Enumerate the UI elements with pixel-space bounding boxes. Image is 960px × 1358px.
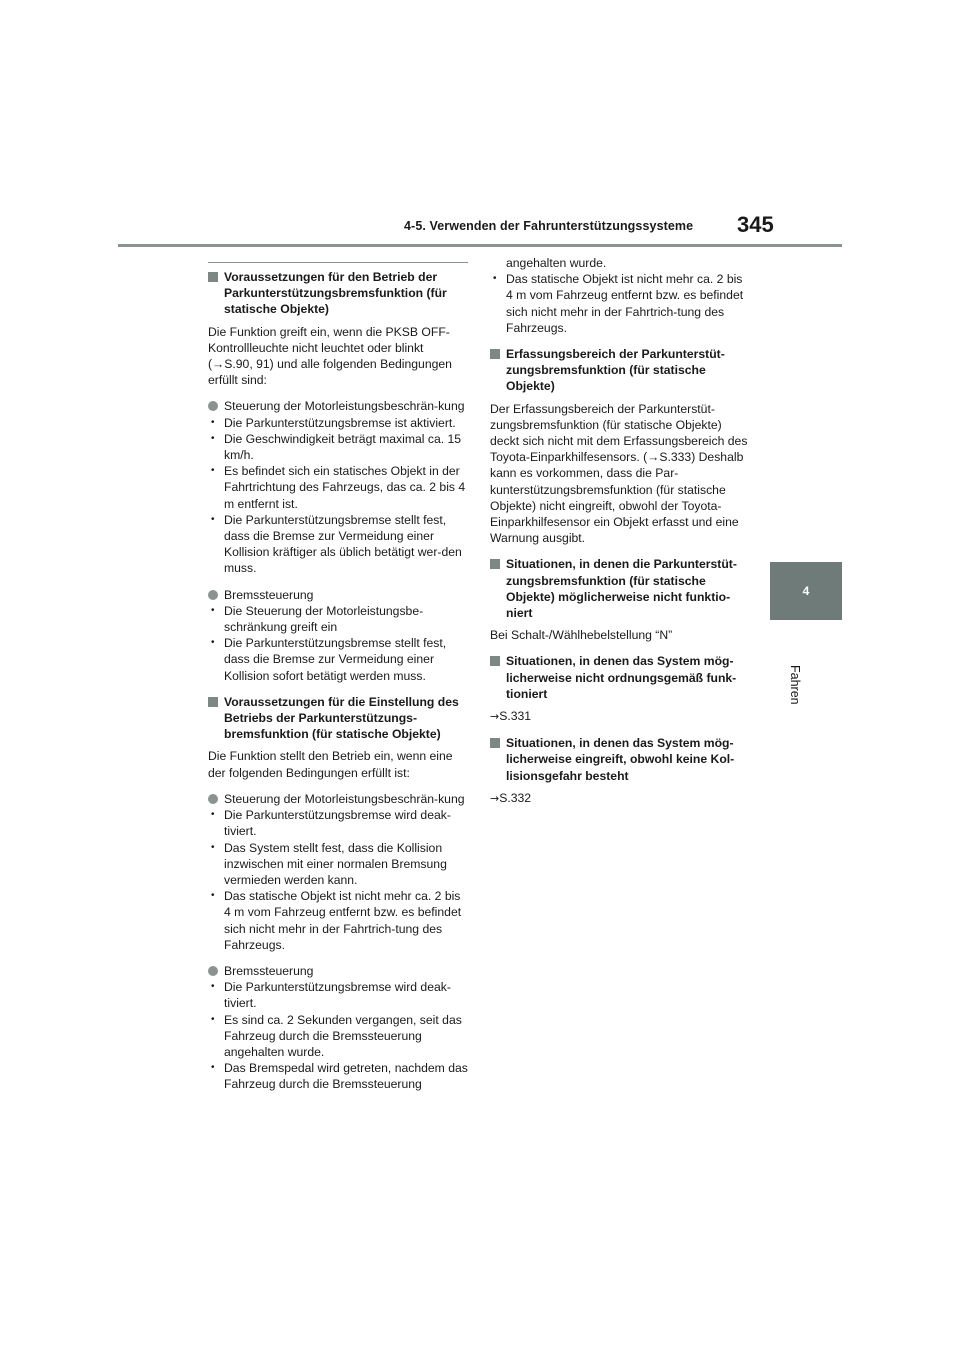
circle-bullet-icon	[208, 401, 218, 411]
square-bullet-icon	[490, 656, 500, 666]
list-item: • Die Geschwindigkeit beträgt maximal ca. 15 km/h.	[208, 431, 470, 463]
list-item: • Die Parkunterstützungsbremse stellt fest, dass die Bremse zur Vermeidung einer Kollision sofort betätigt werden muss.	[208, 635, 470, 684]
paragraph: Der Erfassungsbereich der Parkunterstüt-zungsbremsfunktion (für statische Objekte) deckt sich nicht mit dem Erfassungsbereich des Toyota-Einparkhilfesensors. (→S.333) Deshalb kann es vorkommen, dass die Par-kunterstützungsbremsfunktion (für statische Objekte) nicht eingreift, obwohl der Toyota-Einparkhilfesensor ein Objekt erfasst und eine Warnung ausgibt.	[490, 401, 748, 546]
square-bullet-icon	[490, 559, 500, 569]
paragraph: Bei Schalt-/Wählhebelstellung “N”	[490, 628, 673, 643]
chapter-tab[interactable]: 4	[770, 562, 842, 620]
heading-text: Situationen, in denen das System mög-licherweise eingreift, obwohl keine Kol-lisionsgefahr besteht	[506, 736, 735, 783]
list-item: • Die Parkunterstützungsbremse stellt fest, dass die Bremse zur Vermeidung einer Kollision kräftiger als üblich betätigt wer-den muss.	[208, 512, 470, 577]
page-reference[interactable]	[490, 708, 752, 725]
left-column	[208, 262, 470, 1103]
heading-text: Situationen, in denen die Parkunterstüt-zungsbremsfunktion (für statische Objekte) möglicherweise nicht funktio-niert	[506, 557, 737, 621]
list-item: • Es sind ca. 2 Sekunden vergangen, seit das Fahrzeug durch die Bremssteuerung angehalten wurde.	[208, 1012, 470, 1061]
list-item: • Das Bremspedal wird getreten, nachdem das Fahrzeug durch die Bremssteuerung	[208, 1060, 470, 1092]
section-title: 4-5. Verwenden der Fahrunterstützungssysteme	[404, 219, 694, 233]
reference-text[interactable]: S.331	[499, 709, 532, 724]
paragraph: Die Funktion greift ein, wenn die PKSB OFF-Kontrollleuchte nicht leuchtet oder blinkt (→S.90, 91) und alle folgenden Bedingungen erfüllt sind:	[208, 324, 452, 388]
list-item: • Es befindet sich ein statisches Objekt in der Fahrtrichtung des Fahrzeugs, das ca. 2 bis 4 m entfernt ist.	[208, 463, 470, 512]
arrow-right-icon: →	[490, 710, 500, 724]
bullet-list	[208, 603, 470, 684]
header-divider	[118, 244, 842, 247]
heading-text: Voraussetzungen für die Einstellung des Betriebs der Parkunterstützungs-bremsfunktion (für statische Objekte)	[224, 694, 459, 742]
subsection-heading	[208, 791, 470, 807]
page-reference[interactable]	[490, 790, 752, 807]
section-heading	[208, 694, 470, 743]
section-heading	[490, 346, 752, 395]
circle-bullet-icon	[208, 590, 218, 600]
list-item: • Das statische Objekt ist nicht mehr ca. 2 bis 4 m vom Fahrzeug entfernt bzw. es befindet sich nicht mehr in der Fahrtrich-tung des Fahrzeugs.	[208, 888, 470, 953]
list-item: • Die Steuerung der Motorleistungsbe-schränkung greift ein	[208, 603, 470, 635]
heading-text: Situationen, in denen das System mög-licherweise nicht ordnungsgemäß funk-tioniert	[506, 654, 737, 701]
heading-text: Erfassungsbereich der Parkunterstüt-zungsbremsfunktion (für statische Objekte)	[506, 347, 725, 394]
bullet-list	[490, 271, 752, 336]
subsection-text: Steuerung der Motorleistungsbeschrän-kung	[224, 791, 465, 806]
subsection-text: Bremssteuerung	[224, 587, 314, 602]
list-item: • Die Parkunterstützungsbremse wird deak-tiviert.	[208, 979, 470, 1011]
reference-text[interactable]: S.332	[499, 790, 532, 805]
list-item: • Das statische Objekt ist nicht mehr ca. 2 bis 4 m vom Fahrzeug entfernt bzw. es befindet sich nicht mehr in der Fahrtrich-tung des Fahrzeugs.	[490, 271, 752, 336]
section-heading	[490, 556, 752, 621]
arrow-right-icon: →	[490, 791, 500, 805]
square-bullet-icon	[490, 349, 500, 359]
right-column	[490, 255, 752, 817]
section-heading	[490, 735, 752, 784]
list-item: • Die Parkunterstützungsbremse wird deak-tiviert.	[208, 807, 470, 839]
bullet-list	[208, 807, 470, 953]
bullet-list	[208, 979, 470, 1092]
column-divider	[208, 262, 468, 263]
subsection-text: Steuerung der Motorleistungsbeschrän-kung	[224, 399, 465, 414]
page-number: 345	[737, 212, 774, 237]
subsection-heading	[208, 398, 470, 414]
subsection-text: Bremssteuerung	[224, 963, 314, 978]
list-item: • Das System stellt fest, dass die Kollision inzwischen mit einer normalen Bremsung vermieden werden kann.	[208, 840, 470, 889]
circle-bullet-icon	[208, 794, 218, 804]
list-item: • Die Parkunterstützungsbremse ist aktiviert.	[208, 415, 470, 431]
section-heading	[490, 653, 752, 702]
paragraph: Die Funktion stellt den Betrieb ein, wenn eine der folgenden Bedingungen erfüllt ist:	[208, 749, 453, 780]
subsection-heading	[208, 587, 470, 603]
square-bullet-icon	[208, 272, 218, 282]
square-bullet-icon	[208, 697, 218, 707]
heading-text: Voraussetzungen für den Betrieb der Parkunterstützungsbremsfunktion (für statische Objekte)	[224, 270, 447, 317]
bullet-list	[208, 415, 470, 577]
circle-bullet-icon	[208, 966, 218, 976]
chapter-label: Fahren	[788, 665, 802, 705]
square-bullet-icon	[490, 738, 500, 748]
continued-text: angehalten wurde.	[506, 256, 607, 270]
section-heading	[208, 269, 470, 318]
subsection-heading	[208, 963, 470, 979]
